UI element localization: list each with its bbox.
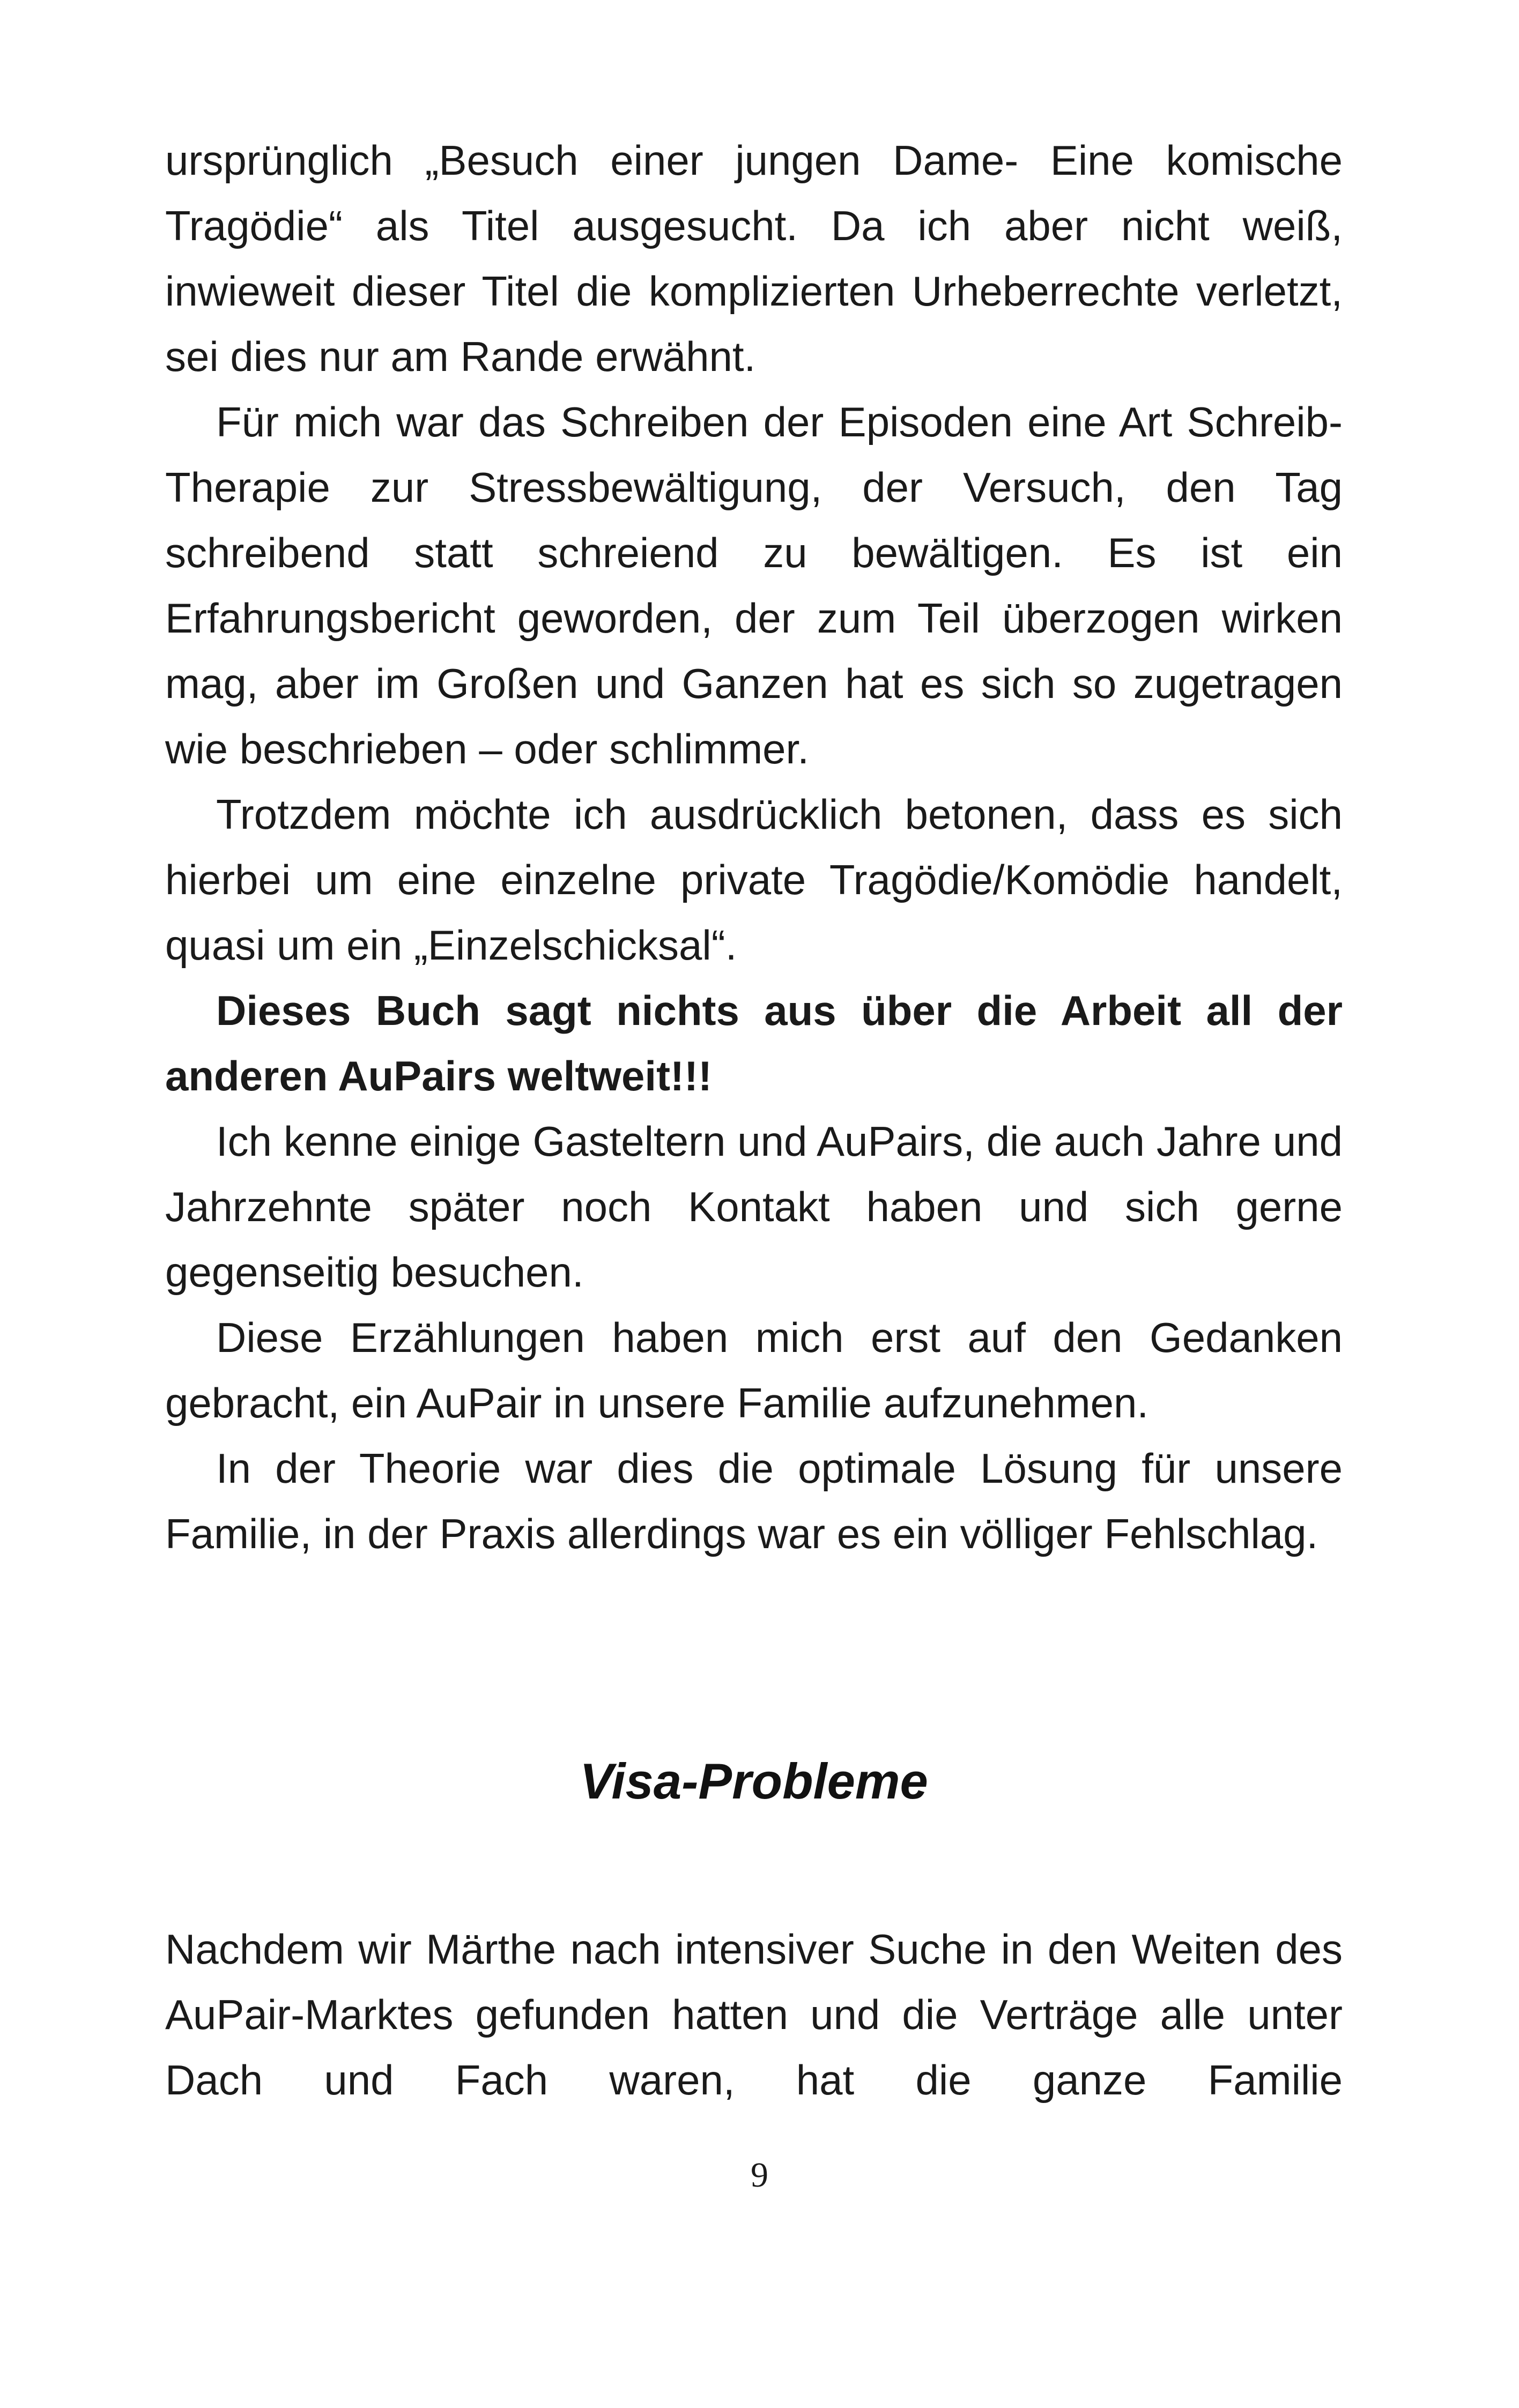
body-text-top bbox=[165, 128, 1343, 1566]
section-heading: Visa-Probleme bbox=[580, 1753, 928, 1809]
paragraph: Nachdem wir Märthe nach intensiver Suche in den Weiten des AuPair-Marktes gefunden hatten und die Verträge alle unter Dach und Fach waren, hat die ganze Familie bbox=[165, 1926, 1343, 2104]
paragraph: In der Theorie war dies die optimale Lösung für unsere Familie, in der Praxis allerdings war es ein völliger Fehlschlag. bbox=[165, 1445, 1343, 1557]
paragraph: Für mich war das Schreiben der Episoden eine Art Schreib-Therapie zur Stressbewältigung, der Versuch, den Tag schreibend statt schreiend zu bewältigen. Es ist ein Erfahrungsbericht geworden, der zum Teil überzogen wirken mag, aber im Großen und Ganzen hat es sich so zugetragen wie beschrieben – oder schlimmer. bbox=[165, 398, 1343, 772]
body-text-bottom bbox=[165, 1916, 1343, 2113]
paragraph-continuation: ursprünglich „Besuch einer jungen Dame- Eine komische Tragödie“ als Titel ausgesucht. Da ich aber nicht weiß, inwieweit dieser Titel die komplizierten Urheberrechte verletzt, sei dies nur am Rande erwähnt. bbox=[165, 137, 1343, 380]
paragraph: Diese Erzählungen haben mich erst auf den Gedanken gebracht, ein AuPair in unsere Familie aufzunehmen. bbox=[165, 1314, 1343, 1426]
bold-disclaimer-paragraph: Dieses Buch sagt nichts aus über die Arbeit all der anderen AuPairs weltweit!!! bbox=[165, 987, 1343, 1099]
page-number: 9 bbox=[751, 2156, 768, 2195]
paragraph: Trotzdem möchte ich ausdrücklich betonen, dass es sich hierbei um eine einzelne private Tragödie/Komödie handelt, quasi um ein „Einzelschicksal“. bbox=[165, 791, 1343, 969]
paragraph: Ich kenne einige Gasteltern und AuPairs, die auch Jahre und Jahrzehnte später noch Kontakt haben und sich gerne gegenseitig besuchen. bbox=[165, 1118, 1343, 1296]
